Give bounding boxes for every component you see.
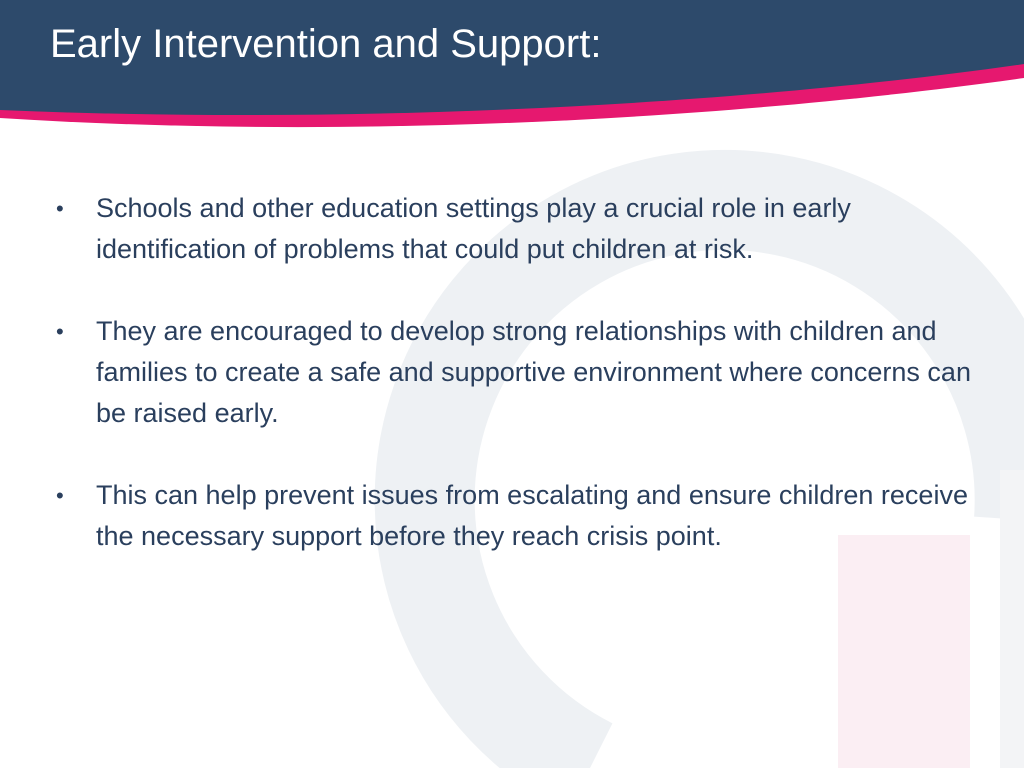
bullet-dot-icon: • xyxy=(56,483,64,508)
list-item xyxy=(52,311,982,434)
page-title: Early Intervention and Support: xyxy=(50,22,602,66)
bullet-text: This can help prevent issues from escalating and ensure children receive the necessary support before they reach crisis point. xyxy=(96,480,968,551)
bullet-dot-icon: • xyxy=(56,196,64,221)
list-item xyxy=(52,188,982,270)
bullet-text: They are encouraged to develop strong relationships with children and families to create a safe and supportive environment where concerns can be raised early. xyxy=(96,316,971,428)
bullet-dot-icon: • xyxy=(56,319,64,344)
bullet-list xyxy=(52,188,982,598)
bullet-text: Schools and other education settings play a crucial role in early identification of problems that could put children at risk. xyxy=(96,193,851,264)
watermark-bar-right xyxy=(1000,470,1024,768)
list-item xyxy=(52,475,982,557)
